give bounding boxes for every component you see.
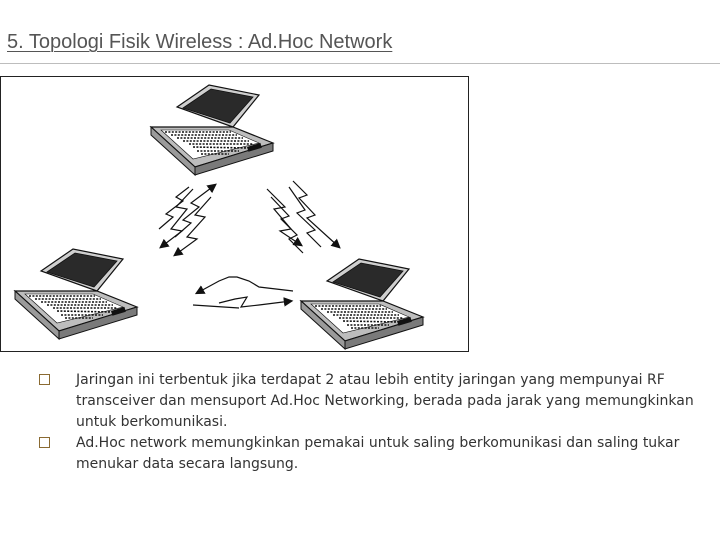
wireless-link-top-left-icon [159,185,215,255]
adhoc-network-diagram [0,76,469,352]
bullet-text: Jaringan ini terbentuk jika terdapat 2 atau lebih entity jaringan yang mempunyai RF transceiver dan mensuport Ad.Hoc Networking, berada pada jarak yang memungkinkan untuk berkomunikasi. [76,372,694,430]
bullet-list [36,370,706,475]
bullet-marker-icon [39,374,50,385]
bullet-marker-icon [39,437,50,448]
laptop-right-icon [301,259,423,349]
laptop-top-icon [151,85,273,175]
bullet-item [36,370,706,433]
slide-title: 5. Topologi Fisik Wireless : Ad.Hoc Network [7,31,393,53]
diagram-canvas [1,77,470,353]
wireless-link-top-right-icon [267,181,339,253]
bullet-item [36,433,706,475]
bullet-text: Ad.Hoc network memungkinkan pemakai untuk saling berkomunikasi dan saling tukar menukar data secara langsung. [76,435,680,472]
laptop-left-icon [15,249,137,339]
title-divider [0,63,720,64]
wireless-link-left-right-icon [193,277,293,308]
